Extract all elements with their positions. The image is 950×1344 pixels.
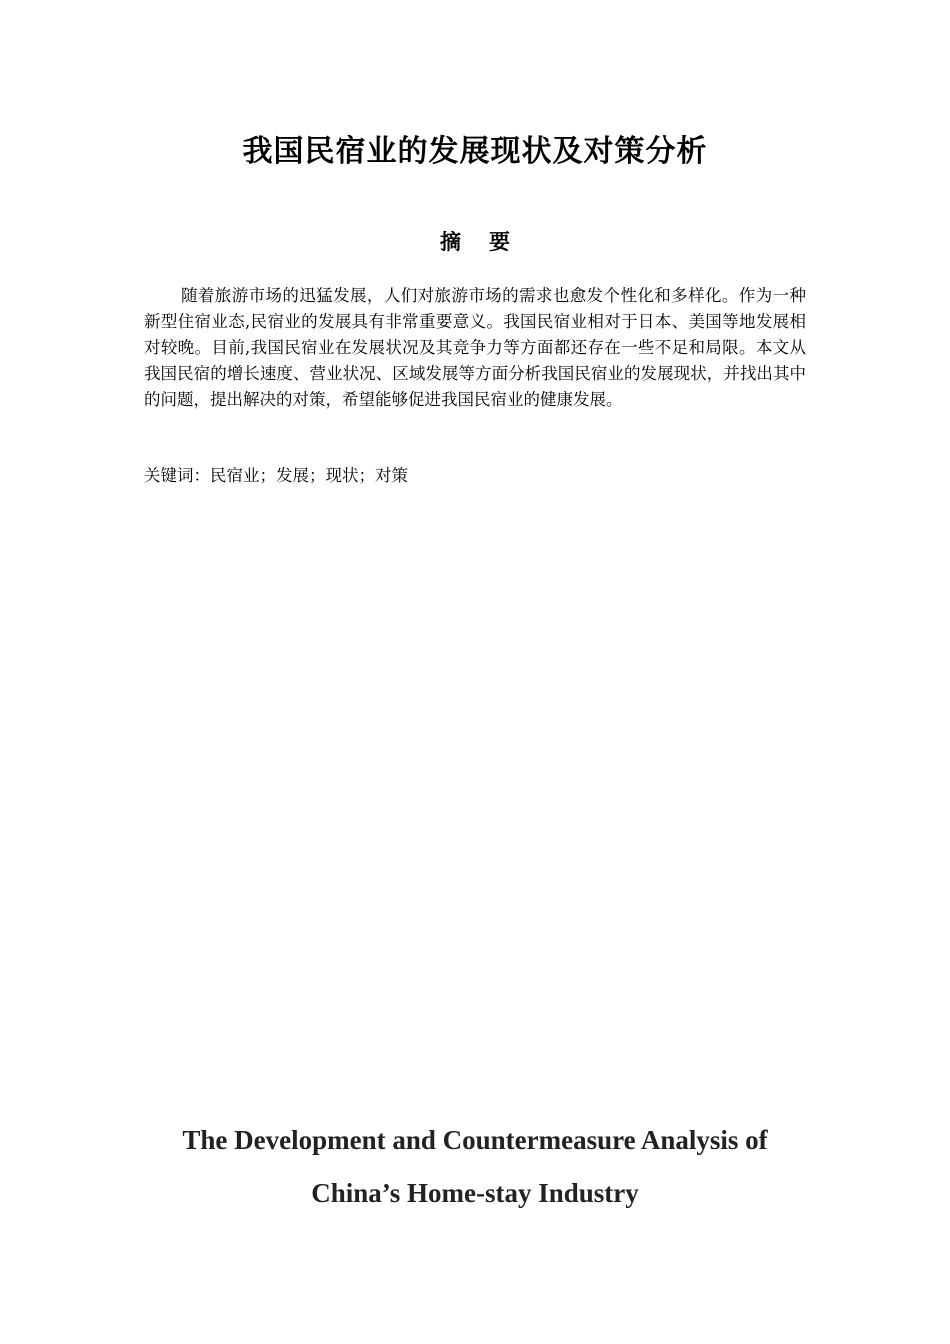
keywords-label: 关键词： bbox=[144, 466, 210, 485]
english-title-line-2: China’s Home-stay Industry bbox=[311, 1178, 639, 1208]
abstract-body: 随着旅游市场的迅猛发展，人们对旅游市场的需求也愈发个性化和多样化。作为一种新型住宿业态,民宿业的发展具有非常重要意义。我国民宿业相对于日本、美国等地发展相对较晚。目前,我国民宿业在发展状况及其竞争力等方面都还存在一些不足和局限。本文从我国民宿的增长速度、营业状况、区域发展等方面分析我国民宿业的发展现状，并找出其中的问题，提出解决的对策，希望能够促进我国民宿业的健康发展。 bbox=[144, 286, 806, 409]
abstract-heading: 摘要 bbox=[440, 230, 538, 254]
chinese-title: 我国民宿业的发展现状及对策分析 bbox=[242, 134, 708, 169]
keywords-line bbox=[144, 463, 806, 489]
english-title-line-1: The Development and Countermeasure Analysis of bbox=[182, 1125, 768, 1155]
keywords-value: 民宿业；发展；现状；对策 bbox=[210, 466, 408, 485]
english-title bbox=[150, 1114, 800, 1220]
